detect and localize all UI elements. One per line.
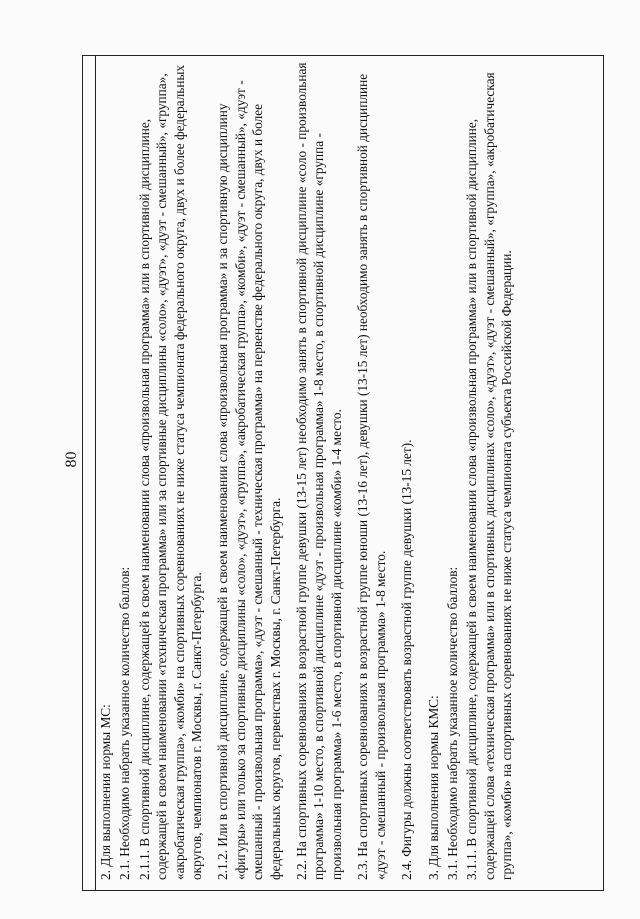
paragraph-2-2: 2.2. На спортивных соревнованиях в возрастной группе девушки (13-15 лет) необходимо занять в спортивной дисциплине «соло - произвольная программа» 1-10 место, в спортивной дисциплине «дуэт - произвольная программа» 1-8 место, в спортивной дисциплине «группа - произвольная программа» 1-6 место, в спортивной дисциплине «комби» 1-4 место. — [294, 62, 344, 880]
paragraph-ms-heading: 2. Для выполнения нормы МС: — [98, 704, 113, 880]
paragraph-kms-heading: 3. Для выполнения нормы КМС: — [425, 695, 441, 880]
paragraph-2-1-2: 2.1.2. Или в спортивной дисциплине, содержащей в своем наименовании слова «произвольная программа» и за спортивную дисциплину «фигуры» или только за спортивные дисциплины «соло», «дуэт», «группа», «акробатическая группа», «комби», «дуэт - смешанный», «дуэт - смешанный - произвольная программа», «дуэт - смешанный - техническая программа» на первенстве федерального округа, двух и более федеральных округов, первенствах г. Москвы, г. Санкт-Петербурга. — [215, 80, 283, 880]
table-row-divider — [95, 56, 96, 890]
table-left-column — [83, 880, 603, 890]
paragraph-3-1: 3.1. Необходимо набрать указанное количество баллов: — [444, 566, 460, 880]
table-content-cell — [97, 62, 599, 880]
page-number: 80 — [63, 451, 80, 468]
regulation-table — [82, 55, 604, 891]
paragraph-2-3: 2.3. На спортивных соревнованиях в возрастной группе юноши (13-16 лет), девушки (13-15 лет) необходимо занять в спортивной дисциплине «дуэт - смешанный - произвольная программа» 1-8 место. — [355, 73, 388, 880]
paragraph-2-4: 2.4. Фигуры должны соответствовать возрастной группе девушки (13-15 лет). — [399, 439, 415, 880]
paragraph-2-1: 2.1. Необходимо набрать указанное количество баллов: — [117, 566, 133, 880]
paragraph-2-1-1: 2.1.1. В спортивной дисциплине, содержащей в своем наименовании слова «произвольная программа» или в спортивной дисциплине, содержащей в своем наименовании «техническая программа» или за спортивные дисциплины «соло», «дуэт», «дуэт - смешанный», «группа», «акробатическая группа», «комби» на спортивных соревнованиях не ниже статуса чемпионата федерального округа, двух и более федеральных округов, чемпионатов г. Москвы, г. Санкт-Петербурга. — [136, 64, 205, 880]
paragraph-3-1-1: 3.1.1. В спортивной дисциплине, содержащей в своем наименовании слова «произвольная программа» или в спортивной дисциплине, содержащей слова «техническая программа» или в спортивных дисциплинах «соло», «дуэт», «дуэт - смешанный», «группа», «акробатическая группа», «комби» на спортивных соревнованиях не ниже статуса чемпионата субъекта Российской Федерации. — [464, 72, 515, 880]
